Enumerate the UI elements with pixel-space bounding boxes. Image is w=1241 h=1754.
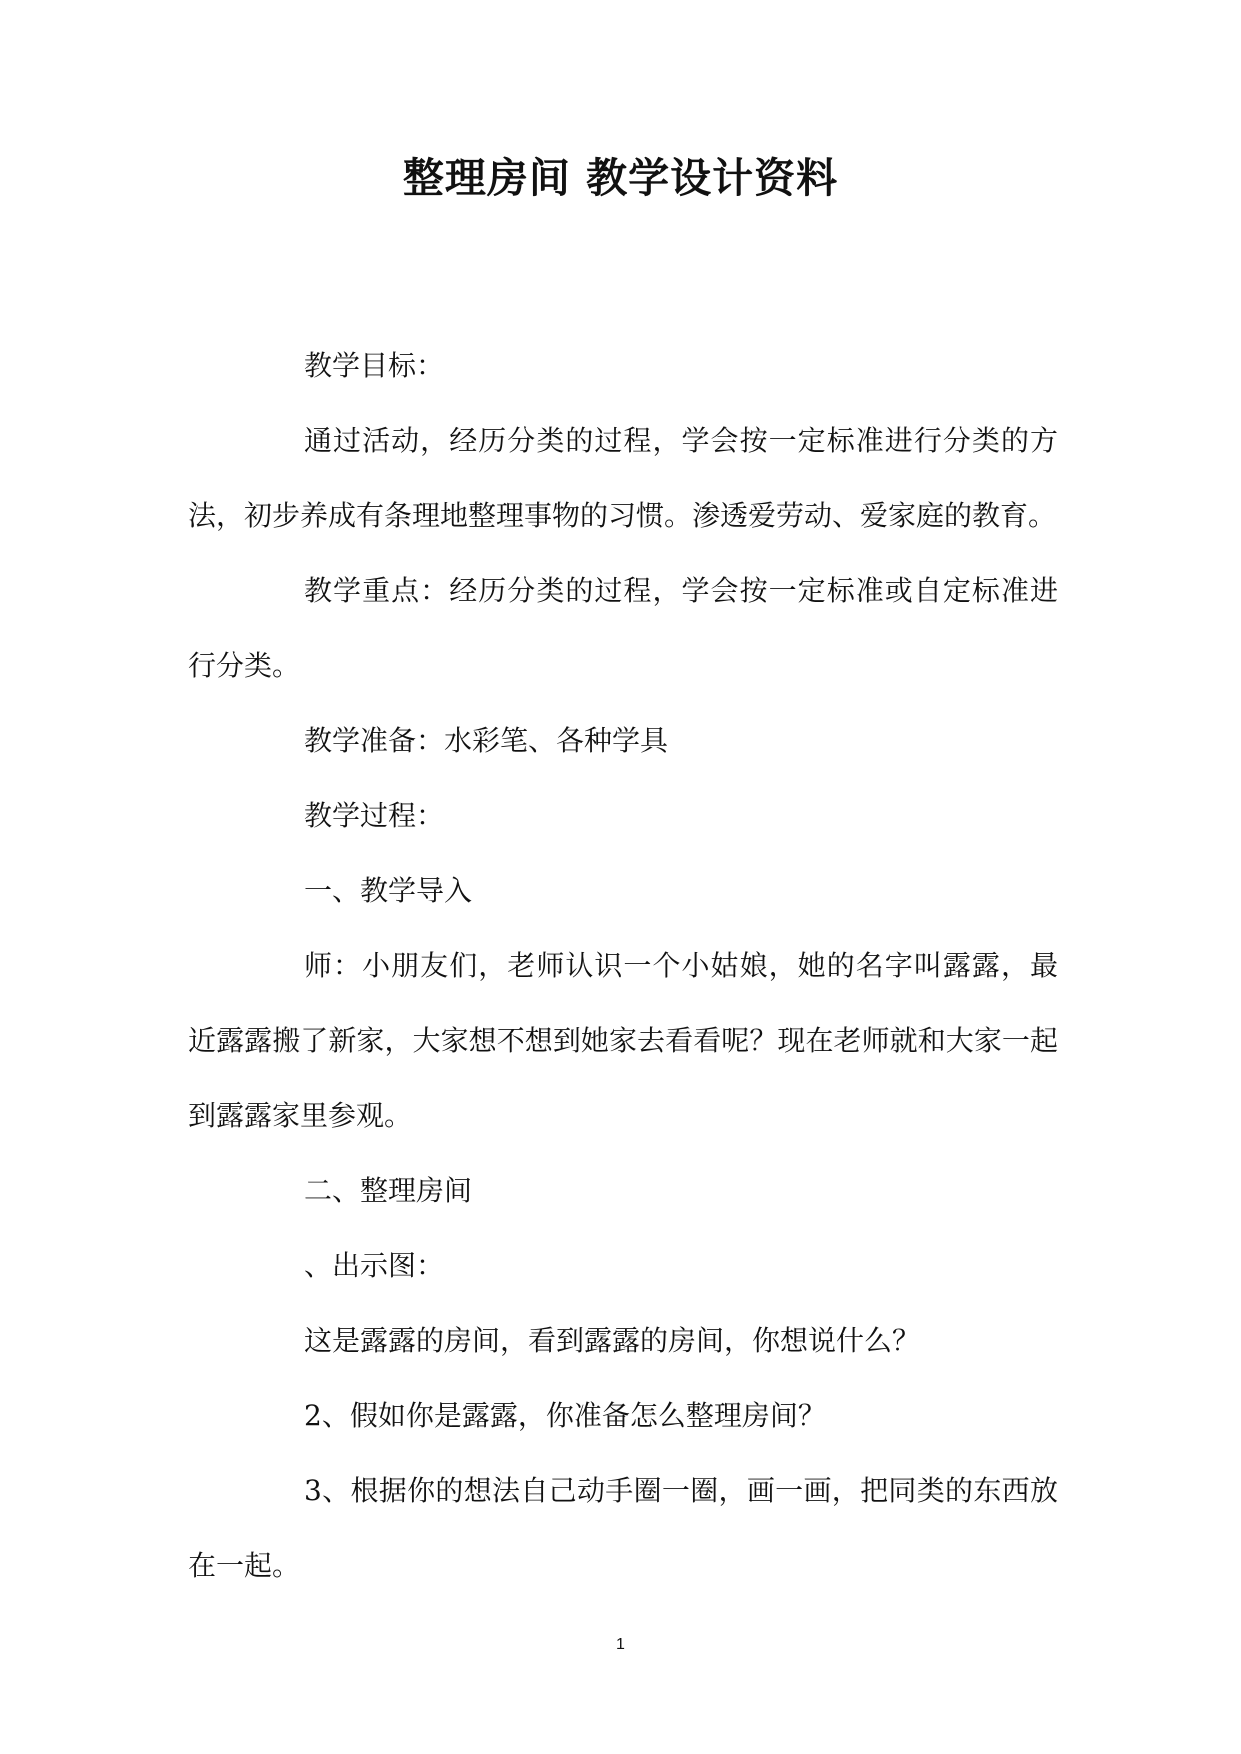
paragraph-preparation: 教学准备：水彩笔、各种学具 xyxy=(304,724,669,757)
paragraph-key-points: 教学重点：经历分类的过程，学会按一定标准或自定标准进行分类。 xyxy=(188,574,1058,682)
page-number: 1 xyxy=(616,1636,625,1653)
paragraph-process-heading: 教学过程： xyxy=(304,799,445,832)
paragraph-teaching-goals: 通过活动，经历分类的过程，学会按一定标准进行分类的方法，初步养成有条理地整理事物的习惯。渗透爱劳动、爱家庭的教育。 xyxy=(188,424,1058,532)
paragraph-step-two: 2、假如你是露露，你准备怎么整理房间？ xyxy=(304,1399,826,1432)
paragraph-teacher-intro: 师：小朋友们，老师认识一个小姑娘，她的名字叫露露，最近露露搬了新家，大家想不想到她家去看看呢？现在老师就和大家一起到露露家里参观。 xyxy=(188,949,1058,1132)
document-body xyxy=(188,328,1058,1603)
paragraph-teaching-goals-heading: 教学目标： xyxy=(304,349,445,382)
paragraph-section-one: 一、教学导入 xyxy=(304,874,473,907)
document-title: 整理房间 教学设计资料 xyxy=(402,154,839,202)
paragraph-step-three: 3、根据你的想法自己动手圈一圈，画一画，把同类的东西放在一起。 xyxy=(188,1474,1058,1582)
paragraph-show-picture: 、出示图： xyxy=(304,1249,445,1282)
paragraph-room-question: 这是露露的房间，看到露露的房间，你想说什么？ xyxy=(304,1324,921,1357)
paragraph-section-two: 二、整理房间 xyxy=(304,1174,473,1207)
